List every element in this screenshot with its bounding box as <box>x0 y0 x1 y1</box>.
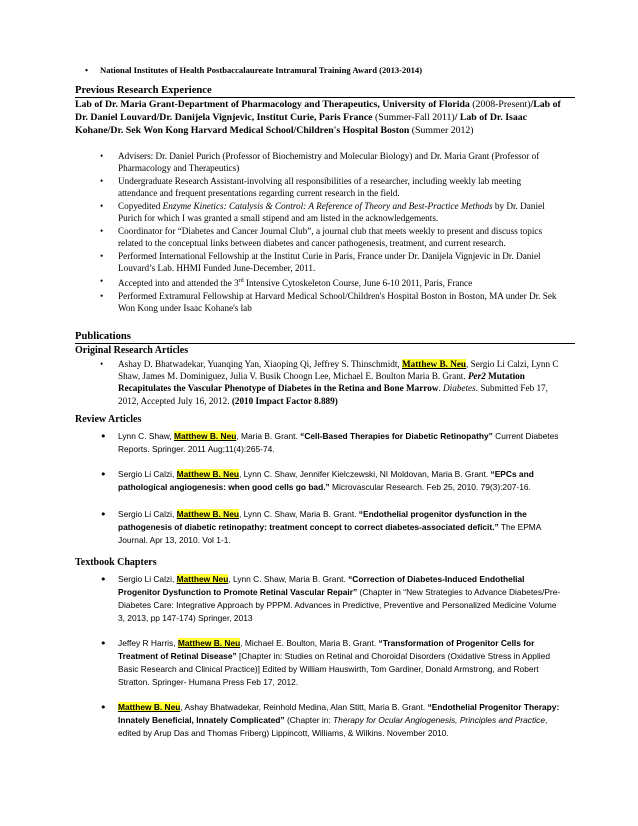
bullet-icon: • <box>100 276 104 286</box>
award-text: National Institutes of Health Postbaccalaureate Intramural Training Award (2013-2014) <box>100 65 423 75</box>
bullet-icon: • <box>100 468 107 481</box>
list-item: • Sergio Li Calzi, Matthew Neu, Lynn C. Shaw, Maria B. Grant. “Correction of Diabetes-Induced Endothelial Progenitor Dysfunction to Promote Retinal Vascular Repair” (Chapter in “New Strategies to Advance Diabetes/Pre-Diabetes Care: Integrative Approach by PPPM. Advances in Predictive, Preventive and Personalized Medicine Volume 3, 2013, pp 147-174) Springer, 2013 <box>100 573 561 623</box>
bullet-icon: • <box>100 201 104 211</box>
author-highlight: Matthew Neu <box>176 574 229 584</box>
original-articles <box>100 358 560 407</box>
bullet-icon: • <box>100 359 104 369</box>
section-previous-research <box>75 84 575 98</box>
lab-2: /Lab of Dr. Daniel Louvard/Dr. Danijela Vignjevic, Institut Curie, Paris France (Summer-Fall 2011) <box>75 99 561 123</box>
list-item: • Matthew B. Neu, Ashay Bhatwadekar, Reinhold Medina, Alan Stitt, Maria B. Grant. “Endothelial Progenitor Therapy: Innately Beneficial, Innately Complicated” (Chapter in: Therapy for Ocular Angiogenesis, Principles and Practice, edited by Arup Das and Thomas Friberg) Lippincott, Williams, & Wilkins. November 2010. <box>100 701 560 738</box>
research-items <box>100 150 560 314</box>
author-highlight: Matthew B. Neu <box>401 359 467 369</box>
section-heading: Publications <box>75 331 131 342</box>
section-publications <box>75 330 575 344</box>
lab-affiliations <box>75 98 575 137</box>
textbook-chapters <box>100 573 564 740</box>
bullet-icon: • <box>100 151 104 161</box>
list-item: • Copyedited Enzyme Kinetics: Catalysis & Control: A Reference of Theory and Best-Practice Methods by Dr. Daniel Purich for which I was granted a small stipend and am listed in the acknowledgements. <box>100 201 545 223</box>
author-highlight: Matthew B. Neu <box>176 469 240 479</box>
bullet-icon: • <box>85 65 89 75</box>
bullet-icon: • <box>100 573 107 586</box>
bullet-icon: • <box>100 291 104 302</box>
author-highlight: Matthew B. Neu <box>174 431 237 441</box>
bullet-icon: • <box>100 637 107 650</box>
subheading-review: Review Articles <box>75 414 142 425</box>
list-item: • Performed International Fellowship at the Institut Curie in Paris, France under Dr. Danijela Vignjevic in Dr. Daniel Louvard’s Lab. HHMI Funded June-December, 2011. <box>100 251 541 273</box>
section-heading: Previous Research Experience <box>75 85 212 96</box>
bullet-icon: • <box>100 430 107 443</box>
bullet-icon: • <box>100 508 107 521</box>
subheading-original: Original Research Articles <box>75 345 189 356</box>
list-item: • Sergio Li Calzi, Matthew B. Neu, Lynn C. Shaw, Jennifer Kielczewski, NI Moldovan, Maria B. Grant. “EPCs and pathological angiogenesis: when good cells go bad.” Microvascular Research. Feb 25, 2010. 79(3):207-16. <box>100 468 534 492</box>
award-line <box>85 64 600 76</box>
bullet-icon: • <box>100 176 104 186</box>
list-item: • Jeffey R Harris, Matthew B. Neu, Michael E. Boulton, Maria B. Grant. “Transformation of Progenitor Cells for Treatment of Retinal Disease” [Chapter in: Studies on Retinal and Choroidal Disorders (Oxidative Stress in Applied Basic Research and Clinical Practice)] Edited by William Hauswirth, Tom Gardiner, Donald Armstrong, and Robert Stratton. Springer- Humana Press Feb 17, 2012. <box>100 637 550 687</box>
list-item: • Ashay D. Bhatwadekar, Yuanqing Yan, Xiaoping Qi, Jeffrey S. Thinschmidt, Matthew B. Neu, Sergio Li Calzi, Lynn C Shaw, James M. Dominiguez, Julia V. Busik Choogn Lee, Michael E. Boulton Maria B. Grant. Per2 Mutation Recapitulates the Vascular Phenotype of Diabetes in the Retina and Bone Marrow. Diabetes. Submitted Feb 17, 2012, Accepted July 16, 2012. (2010 Impact Factor 8.889) <box>100 359 559 406</box>
bullet-icon: • <box>100 226 104 236</box>
list-item: • Sergio Li Calzi, Matthew B. Neu, Lynn C. Shaw, Maria B. Grant. “Endothelial progenitor dysfunction in the pathogenesis of diabetic retinopathy: treatment concept to correct diabetes-associated deficit.” The EPMA Journal. Apr 13, 2010. Vol 1-1. <box>100 508 541 545</box>
author-highlight: Matthew B. Neu <box>177 638 241 648</box>
bullet-icon: • <box>100 251 104 261</box>
lab-1: Lab of Dr. Maria Grant-Department of Pharmacology and Therapeutics, University of Florida (2008-Present) <box>75 99 531 110</box>
list-item: • Advisers: Dr. Daniel Purich (Professor of Biochemistry and Molecular Biology) and Dr. Maria Grant (Professor of Pharmacology and Therapeutics) <box>100 151 540 173</box>
list-item: • Undergraduate Research Assistant-involving all responsibilities of a researcher, including weekly lab meeting attendance and frequent presentations regarding current research in the field. <box>100 176 522 198</box>
list-item: • Coordinator for “Diabetes and Cancer Journal Club”, a journal club that meets weekly to present and discuss topics related to the conceptual links between diabetes and cancer pathogenesis, treatment, and current research. <box>100 226 543 248</box>
lab-3: / Lab of Dr. Isaac Kohane/Dr. Sek Won Kong Harvard Medical School/Children's Hospital Boston (Summer 2012) <box>75 112 528 136</box>
subheading-textbook: Textbook Chapters <box>75 557 157 568</box>
list-item: • Lynn C. Shaw, Matthew B. Neu, Maria B. Grant. “Cell-Based Therapies for Diabetic Retinopathy” Current Diabetes Reports. Springer. 2011 Aug;11(4):265-74. <box>100 430 559 454</box>
bullet-icon: • <box>100 701 107 714</box>
review-articles <box>100 430 564 547</box>
author-highlight: Matthew B. Neu <box>176 509 240 519</box>
list-item: • Accepted into and attended the 3rd Intensive Cytoskeleton Course, June 6-10 2011, Paris, France <box>100 276 473 289</box>
list-item: • Performed Extramural Fellowship at Harvard Medical School/Children's Hospital Boston in Boston, MA under Dr. Sek Won Kong under Isaac Kohane's lab <box>100 291 557 314</box>
author-highlight: Matthew B. Neu <box>118 702 181 712</box>
